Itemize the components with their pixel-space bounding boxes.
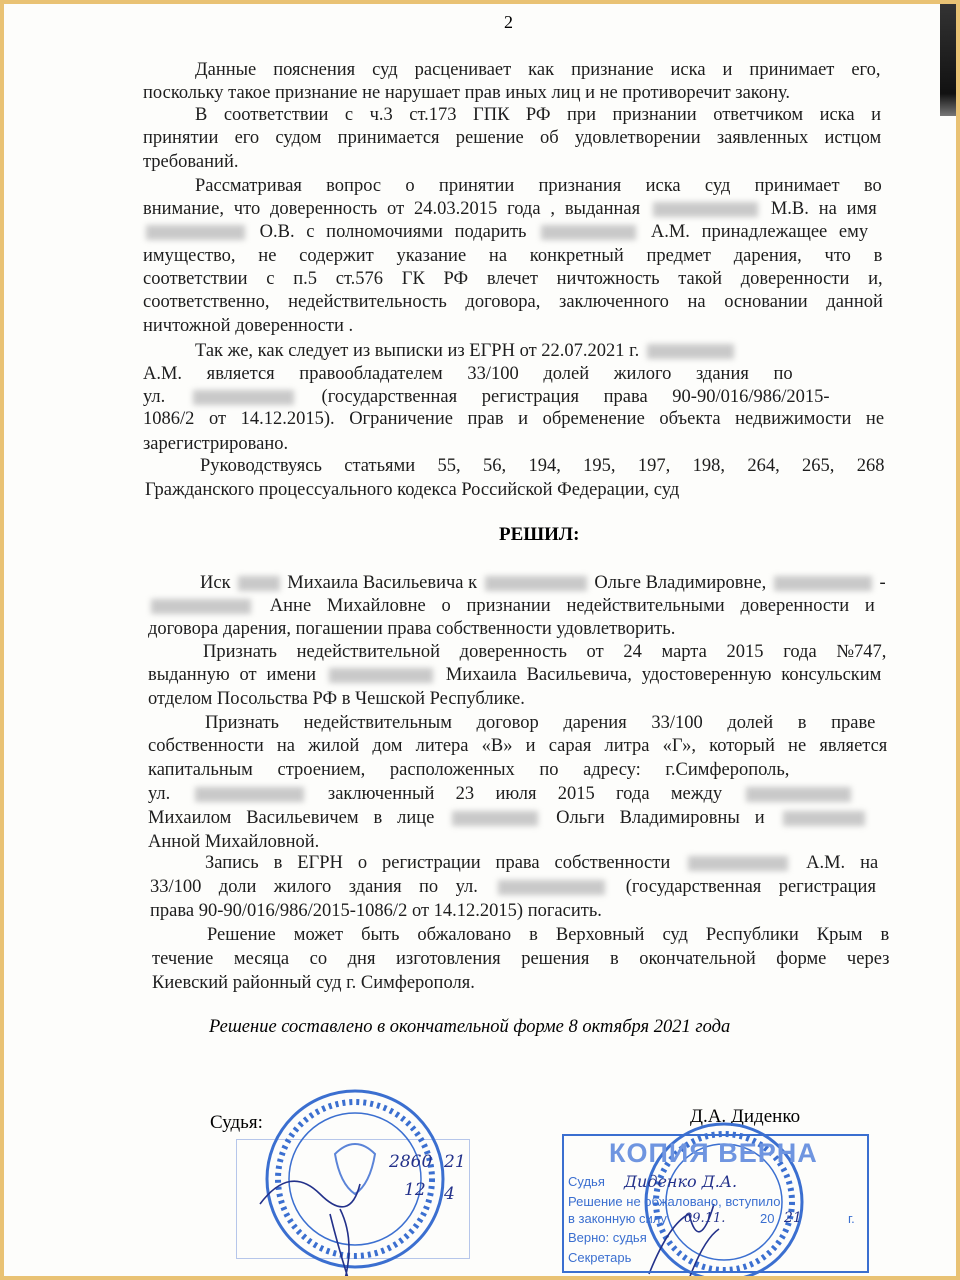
text-segment: собственности на жилой дом литера «В» и сарая литра «Г», который не является xyxy=(148,736,888,756)
text-line xyxy=(207,925,889,945)
text-line xyxy=(143,292,883,312)
text-line xyxy=(148,689,525,709)
text-segment: Анне Михайловне о признании недействительными доверенности и xyxy=(269,596,875,616)
text-segment: А.М. на xyxy=(806,853,879,873)
court-seal-left xyxy=(240,1084,470,1276)
text-segment: договора дарения, погашении права собственности удовлетворить. xyxy=(148,619,676,639)
text-line xyxy=(143,316,353,336)
stamp-year-mark: г. xyxy=(848,1211,855,1226)
text-segment: ул. xyxy=(143,387,166,407)
redacted-name xyxy=(653,202,758,217)
redacted-name xyxy=(783,811,865,826)
text-segment: (государственная регистрация xyxy=(625,877,876,897)
text-line xyxy=(205,853,878,873)
text-segment: права 90-90/016/986/2015-1086/2 от 14.12.2015) погасить. xyxy=(150,901,602,921)
text-line xyxy=(143,269,883,289)
text-segment: А.М. принадлежащее ему xyxy=(650,222,869,242)
text-line xyxy=(148,596,875,616)
text-line xyxy=(152,949,889,969)
text-line xyxy=(143,83,790,103)
text-segment: Руководствуясь статьями 55, 56, 194, 195, 197, 198, 264, 265, 268 xyxy=(200,456,885,476)
text-segment: внимание, что доверенность от 24.03.2015 года , выданная xyxy=(143,199,641,219)
redacted-name xyxy=(774,576,872,591)
text-segment: Анной Михайловной. xyxy=(148,832,320,852)
text-segment: ничтожной доверенности . xyxy=(143,316,354,336)
text-segment: соответственно, недействительность договора, заключенного на основании данной xyxy=(143,292,883,312)
text-line xyxy=(195,105,881,125)
redacted-name xyxy=(193,390,294,405)
text-segment: М.В. на имя xyxy=(770,199,877,219)
decision-heading: РЕШИЛ: xyxy=(499,524,580,545)
text-segment: соответствии с п.5 ст.576 ГК РФ влечет ничтожность такой доверенности и, xyxy=(143,269,883,289)
handwritten-number: 2860 xyxy=(389,1152,433,1172)
text-line xyxy=(143,387,830,407)
redacted-name xyxy=(452,811,538,826)
text-segment: Ольги Владимировны и xyxy=(556,808,765,828)
text-line xyxy=(148,784,854,804)
text-segment: зарегистрировано. xyxy=(143,434,289,454)
text-segment: поскольку такое признание не нарушает прав иных лиц и не противоречит закону. xyxy=(143,83,791,103)
scan-edge-shadow xyxy=(940,4,956,116)
text-segment: Решение может быть обжаловано в Верховный суд Республики Крым в xyxy=(207,925,890,945)
text-line xyxy=(152,973,475,993)
stamp-row: Секретарь xyxy=(568,1250,632,1265)
text-segment: Гражданского процессуального кодекса Российской Федерации, суд xyxy=(145,480,680,500)
text-line xyxy=(143,152,238,172)
stamp-row: Верно: судья xyxy=(568,1230,647,1245)
text-segment: заключенный 23 июля 2015 года между xyxy=(327,784,723,804)
handwritten-year: 21 xyxy=(784,1210,802,1226)
text-segment: Михаилом Васильевичем в лице xyxy=(148,808,435,828)
text-line xyxy=(143,409,884,429)
text-segment: принятии его судом принимается решение об удовлетворении заявленных истцом xyxy=(143,128,882,148)
text-segment: ул. xyxy=(148,784,171,804)
stamp-title: КОПИЯ ВЕРНА xyxy=(609,1138,818,1168)
stamp-row: в законную силу xyxy=(568,1211,667,1226)
handwritten-number: 21 xyxy=(444,1152,466,1172)
text-line xyxy=(143,128,881,148)
text-segment: В соответствии с ч.3 ст.173 ГПК РФ при признании ответчиком иска и xyxy=(195,105,881,125)
text-segment: выданную от имени xyxy=(148,665,317,685)
text-segment: Иск xyxy=(200,573,231,593)
text-segment: Михаила Васильевича к xyxy=(287,573,478,593)
text-segment: 1086/2 от 14.12.2015). Ограничение прав и обременение объекта недвижимости не xyxy=(143,409,885,429)
text-segment: имущество, не содержит указание на конкретный предмет дарения, что в xyxy=(143,246,883,266)
text-line xyxy=(205,713,875,733)
text-segment: отделом Посольства РФ в Чешской Республике. xyxy=(148,689,525,709)
handwritten-date: 09.11. xyxy=(684,1211,726,1226)
text-segment: А.М. является правообладателем 33/100 долей жилого здания по xyxy=(143,364,793,384)
text-line xyxy=(148,619,675,639)
final-form-note: Решение составлено в окончательной форме 8 октября 2021 года xyxy=(209,1017,731,1037)
text-line xyxy=(200,456,885,476)
text-segment: Признать недействительным договор дарения 33/100 долей в праве xyxy=(205,713,876,733)
text-segment: Рассматривая вопрос о принятии признания иска суд принимает во xyxy=(195,176,882,196)
text-line xyxy=(200,573,886,593)
text-segment: О.В. с полномочиями подарить xyxy=(259,222,527,242)
text-segment: требований. xyxy=(143,152,239,172)
judge-name: Д.А. Диденко xyxy=(690,1106,801,1127)
judge-label: Судья: xyxy=(210,1112,263,1133)
text-segment: Признать недействительной доверенность от 24 марта 2015 года №747, xyxy=(203,642,887,662)
redacted-name xyxy=(151,599,251,614)
document-page xyxy=(4,4,956,1276)
text-line xyxy=(148,665,881,685)
text-line xyxy=(143,246,882,266)
stamp-row: Решение не обжаловано, вступило xyxy=(568,1194,781,1209)
page-number: 2 xyxy=(504,12,513,32)
redacted-name xyxy=(541,225,636,240)
redacted-name xyxy=(485,576,587,591)
redacted-name xyxy=(647,344,734,359)
text-line xyxy=(145,480,679,500)
handwritten-number: 12 xyxy=(404,1180,426,1200)
text-segment: Запись в ЕГРН о регистрации права собственности xyxy=(205,853,671,873)
text-segment: капитальным строением, расположенных по адресу: г.Симферополь, xyxy=(148,760,790,780)
text-line xyxy=(195,60,881,80)
text-segment: Ольге Владимировне, xyxy=(594,573,767,593)
copy-certified-stamp xyxy=(562,1134,869,1273)
stamp-year-prefix: 20 xyxy=(760,1211,775,1226)
text-line xyxy=(195,176,882,196)
handwritten-number: 4 xyxy=(444,1184,455,1204)
text-segment: 33/100 доли жилого здания по ул. xyxy=(150,877,478,897)
redacted-name xyxy=(329,668,433,683)
text-segment: Михаила Васильевича, удостоверенную консульским xyxy=(445,665,882,685)
redacted-name xyxy=(746,787,851,802)
text-line xyxy=(150,877,876,897)
text-line xyxy=(203,642,886,662)
text-line xyxy=(150,901,602,921)
stamp-row: Судья xyxy=(568,1174,605,1189)
text-line xyxy=(148,760,789,780)
text-line xyxy=(148,736,887,756)
text-line xyxy=(143,222,868,242)
text-segment: (государственная регистрация права 90-90/016/986/2015- xyxy=(321,387,830,407)
text-line xyxy=(195,341,737,361)
redacted-name xyxy=(498,880,605,895)
text-line xyxy=(143,364,793,384)
text-line xyxy=(143,434,288,454)
text-segment: течение месяца со дня изготовления решения в окончательной форме через xyxy=(152,949,890,969)
text-segment: Данные пояснения суд расценивает как признание иска и принимает его, xyxy=(195,60,881,80)
redacted-name xyxy=(238,576,279,591)
text-segment: Киевский районный суд г. Симферополя. xyxy=(152,973,475,993)
text-line xyxy=(148,832,319,852)
text-line xyxy=(143,199,877,219)
redacted-name xyxy=(195,787,304,802)
text-segment: - xyxy=(879,573,886,593)
text-line xyxy=(148,808,868,828)
text-segment: Так же, как следует из выписки из ЕГРН от 22.07.2021 г. xyxy=(195,341,640,361)
handwritten-signature-name: Диденко Д.А. xyxy=(624,1172,738,1191)
redacted-name xyxy=(146,225,245,240)
redacted-name xyxy=(688,856,788,871)
